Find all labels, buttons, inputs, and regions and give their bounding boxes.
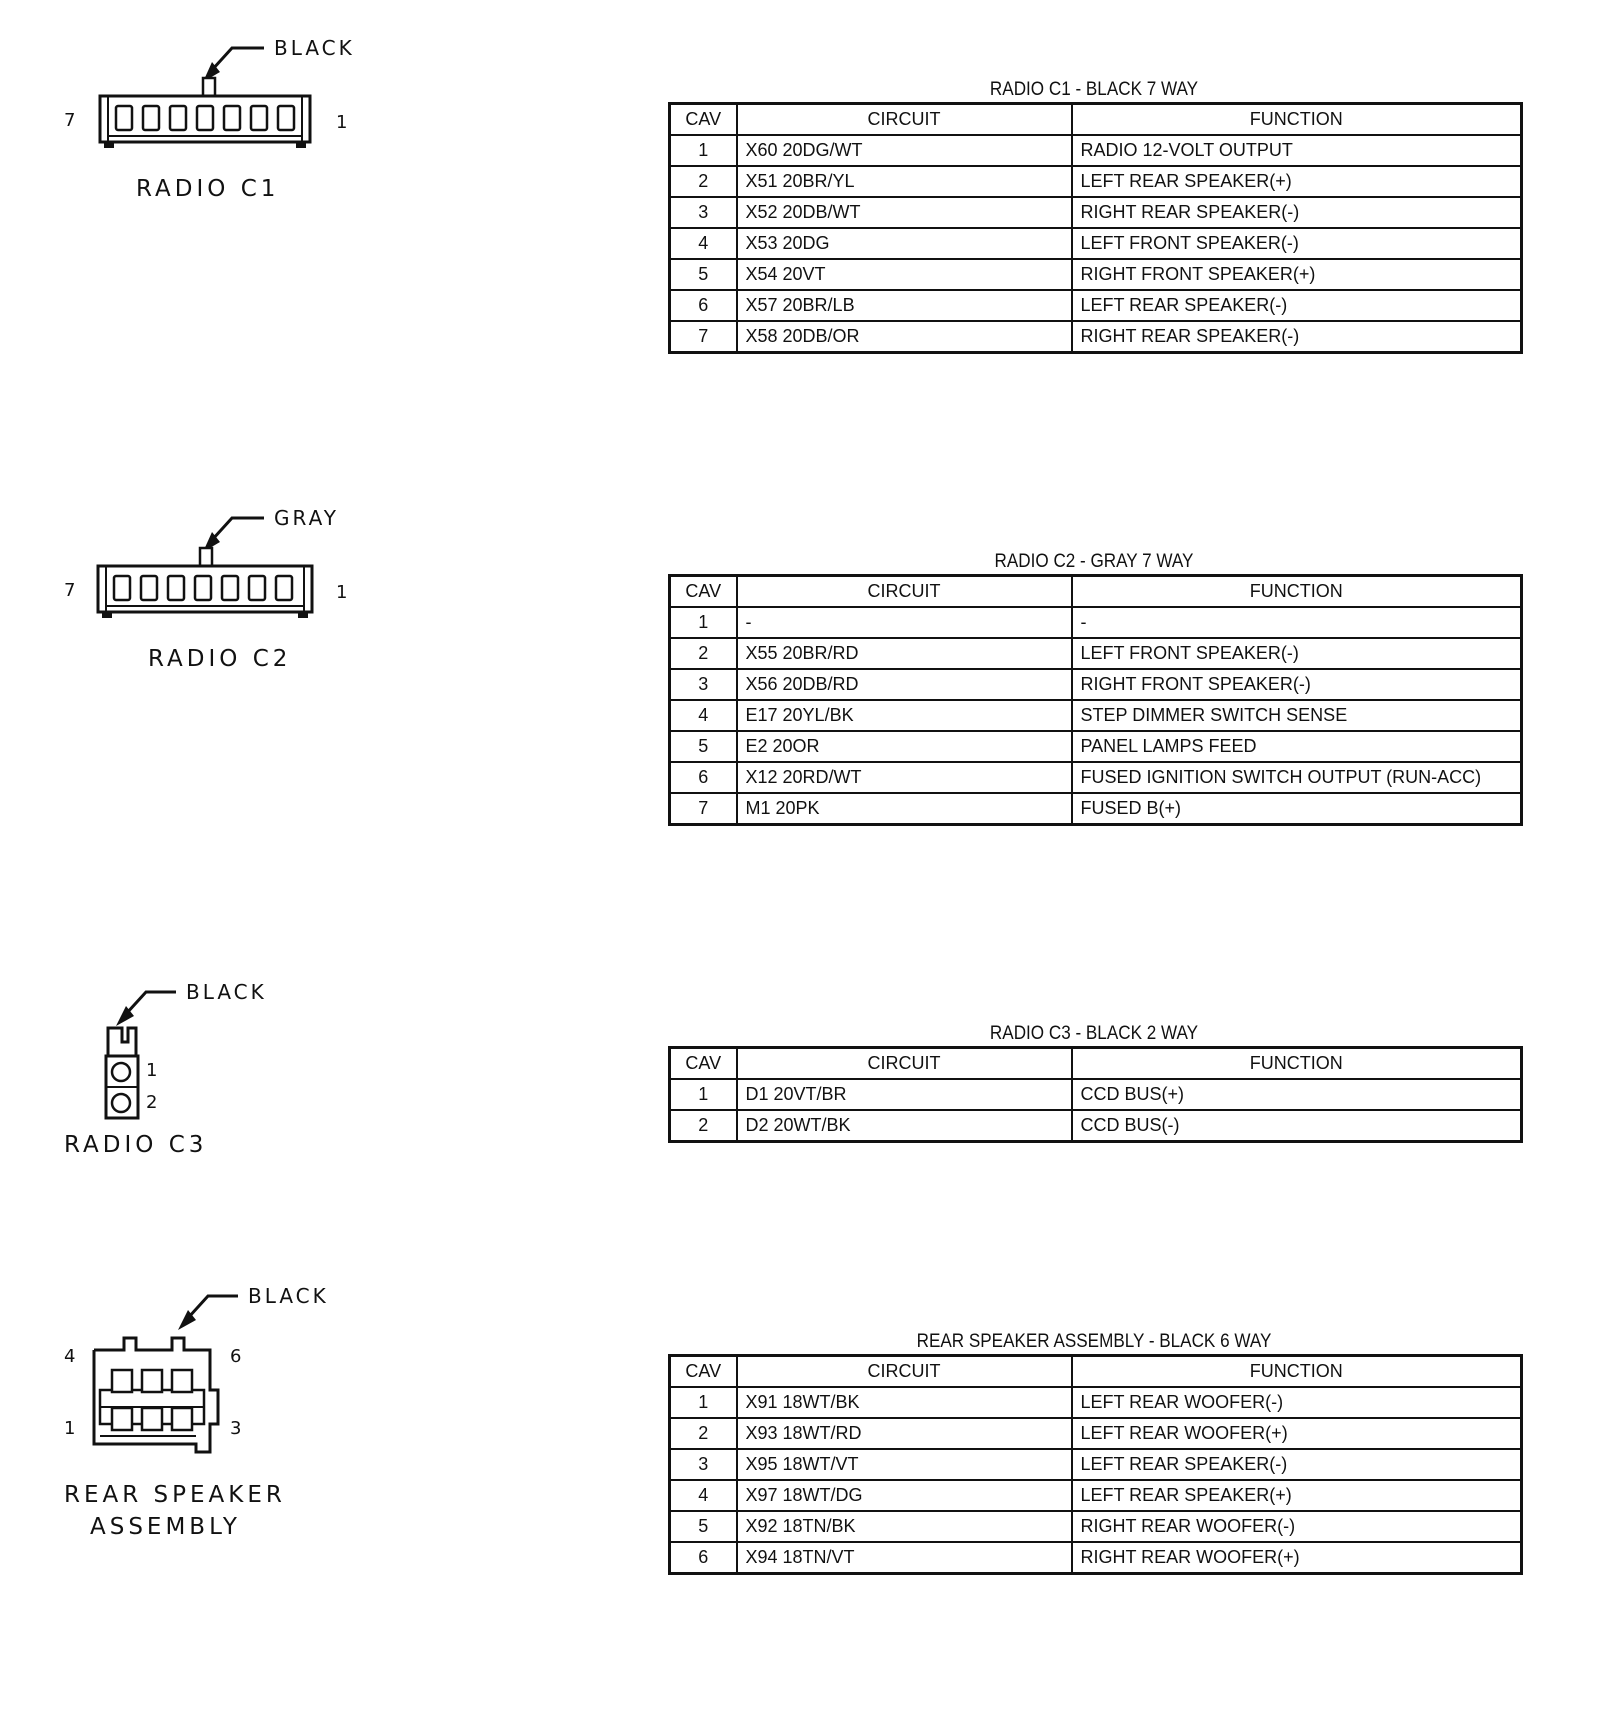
- cell-function: FUSED IGNITION SWITCH OUTPUT (RUN-ACC): [1072, 762, 1522, 793]
- cell-circuit: X93 18WT/RD: [737, 1418, 1072, 1449]
- table-row: [670, 321, 1522, 353]
- table-header-row: [670, 576, 1522, 608]
- cell-function: LEFT FRONT SPEAKER(-): [1072, 228, 1522, 259]
- header-circuit: CIRCUIT: [737, 1048, 1072, 1080]
- cell-cav: 4: [670, 700, 737, 731]
- header-function: FUNCTION: [1072, 1356, 1522, 1388]
- cell-circuit: X52 20DB/WT: [737, 197, 1072, 228]
- cell-cav: 3: [670, 197, 737, 228]
- cell-cav: 3: [670, 669, 737, 700]
- cell-circuit: X95 18WT/VT: [737, 1449, 1072, 1480]
- table-row: [670, 638, 1522, 669]
- cell-function: LEFT REAR SPEAKER(-): [1072, 290, 1522, 321]
- header-cav: CAV: [670, 1356, 737, 1388]
- cell-function: FUSED B(+): [1072, 793, 1522, 825]
- cell-cav: 1: [670, 607, 737, 638]
- header-function: FUNCTION: [1072, 104, 1522, 136]
- connector-radio-c1: [0, 0, 660, 260]
- table-row: [670, 731, 1522, 762]
- table-rear-speaker-assembly: [668, 1330, 1520, 1575]
- table-row: [670, 793, 1522, 825]
- header-cav: CAV: [670, 104, 737, 136]
- table-radio-c1: [668, 78, 1520, 354]
- table-title: RADIO C3 - BLACK 2 WAY: [989, 1023, 1199, 1044]
- cell-function: STEP DIMMER SWITCH SENSE: [1072, 700, 1522, 731]
- cell-cav: 1: [670, 1079, 737, 1110]
- cell-function: LEFT REAR WOOFER(-): [1072, 1387, 1522, 1418]
- table-radio-c3: [668, 1022, 1520, 1143]
- pinout-table: [668, 102, 1523, 354]
- cell-circuit: -: [737, 607, 1072, 638]
- header-circuit: CIRCUIT: [737, 104, 1072, 136]
- table-radio-c2: [668, 550, 1520, 826]
- cell-circuit: E17 20YL/BK: [737, 700, 1072, 731]
- header-function: FUNCTION: [1072, 576, 1522, 608]
- table-row: [670, 166, 1522, 197]
- cell-circuit: X60 20DG/WT: [737, 135, 1072, 166]
- connector-rear-speaker-assembly: [0, 1280, 660, 1550]
- cell-cav: 2: [670, 1418, 737, 1449]
- cell-cav: 3: [670, 1449, 737, 1480]
- cell-circuit: X91 18WT/BK: [737, 1387, 1072, 1418]
- cell-cav: 1: [670, 1387, 737, 1418]
- table-row: [670, 197, 1522, 228]
- cell-circuit: D2 20WT/BK: [737, 1110, 1072, 1142]
- cell-function: -: [1072, 607, 1522, 638]
- table-row: [670, 762, 1522, 793]
- cell-function: CCD BUS(-): [1072, 1110, 1522, 1142]
- table-row: [670, 1387, 1522, 1418]
- rear-speaker-pin-4-label: 4: [64, 1346, 76, 1367]
- radio-c1-label: RADIO C1: [136, 176, 280, 202]
- table-title: REAR SPEAKER ASSEMBLY - BLACK 6 WAY: [916, 1331, 1272, 1352]
- table-row: [670, 259, 1522, 290]
- cell-cav: 6: [670, 1542, 737, 1574]
- table-row: [670, 1542, 1522, 1574]
- cell-circuit: X58 20DB/OR: [737, 321, 1072, 353]
- cell-function: RIGHT REAR WOOFER(-): [1072, 1511, 1522, 1542]
- cell-circuit: X54 20VT: [737, 259, 1072, 290]
- cell-function: PANEL LAMPS FEED: [1072, 731, 1522, 762]
- radio-c1-color-tag: BLACK: [274, 36, 355, 60]
- radio-c1-pin-7-label: 7: [64, 110, 76, 131]
- table-row: [670, 669, 1522, 700]
- rear-speaker-pin-1-label: 1: [64, 1418, 76, 1439]
- cell-circuit: X92 18TN/BK: [737, 1511, 1072, 1542]
- table-row: [670, 228, 1522, 259]
- header-circuit: CIRCUIT: [737, 576, 1072, 608]
- cell-circuit: M1 20PK: [737, 793, 1072, 825]
- cell-cav: 5: [670, 1511, 737, 1542]
- table-row: [670, 1511, 1522, 1542]
- table-header-row: [670, 1356, 1522, 1388]
- cell-circuit: X12 20RD/WT: [737, 762, 1072, 793]
- header-cav: CAV: [670, 1048, 737, 1080]
- pinout-table: [668, 1354, 1523, 1575]
- rear-speaker-pin-3-label: 3: [230, 1418, 242, 1439]
- cell-cav: 2: [670, 638, 737, 669]
- cell-cav: 2: [670, 166, 737, 197]
- cell-circuit: X97 18WT/DG: [737, 1480, 1072, 1511]
- cell-cav: 4: [670, 1480, 737, 1511]
- radio-c1-pin-1-label: 1: [336, 112, 348, 133]
- cell-cav: 6: [670, 762, 737, 793]
- cell-circuit: X53 20DG: [737, 228, 1072, 259]
- table-row: [670, 1110, 1522, 1142]
- radio-c2-pin-7-label: 7: [64, 580, 76, 601]
- cell-circuit: X56 20DB/RD: [737, 669, 1072, 700]
- cell-cav: 5: [670, 259, 737, 290]
- cell-function: LEFT REAR SPEAKER(+): [1072, 1480, 1522, 1511]
- rear-speaker-pin-6-label: 6: [230, 1346, 242, 1367]
- radio-c3-color-tag: BLACK: [186, 980, 267, 1004]
- radio-c2-label: RADIO C2: [148, 646, 292, 672]
- cell-function: LEFT REAR SPEAKER(+): [1072, 166, 1522, 197]
- table-row: [670, 700, 1522, 731]
- cell-function: LEFT REAR SPEAKER(-): [1072, 1449, 1522, 1480]
- radio-c2-color-tag: GRAY: [274, 506, 339, 530]
- radio-c3-label: RADIO C3: [64, 1132, 208, 1158]
- header-function: FUNCTION: [1072, 1048, 1522, 1080]
- table-title: RADIO C1 - BLACK 7 WAY: [989, 79, 1199, 100]
- table-row: [670, 1480, 1522, 1511]
- header-circuit: CIRCUIT: [737, 1356, 1072, 1388]
- radio-c2-pin-1-label: 1: [336, 582, 348, 603]
- cell-function: RIGHT FRONT SPEAKER(-): [1072, 669, 1522, 700]
- cell-cav: 6: [670, 290, 737, 321]
- cell-cav: 5: [670, 731, 737, 762]
- table-row: [670, 1449, 1522, 1480]
- table-row: [670, 1079, 1522, 1110]
- connector-radio-c3: [0, 960, 660, 1180]
- radio-c3-pin-2-label: 2: [146, 1092, 158, 1113]
- table-row: [670, 290, 1522, 321]
- cell-cav: 1: [670, 135, 737, 166]
- cell-circuit: X55 20BR/RD: [737, 638, 1072, 669]
- rear-speaker-connector-drawing: [0, 1280, 660, 1550]
- pinout-table: [668, 1046, 1523, 1143]
- header-cav: CAV: [670, 576, 737, 608]
- cell-function: CCD BUS(+): [1072, 1079, 1522, 1110]
- table-row: [670, 607, 1522, 638]
- cell-cav: 4: [670, 228, 737, 259]
- rear-speaker-label-line2: ASSEMBLY: [90, 1514, 241, 1540]
- table-header-row: [670, 1048, 1522, 1080]
- table-row: [670, 1418, 1522, 1449]
- radio-c3-pin-1-label: 1: [146, 1060, 158, 1081]
- table-header-row: [670, 104, 1522, 136]
- rear-speaker-color-tag: BLACK: [248, 1284, 329, 1308]
- table-row: [670, 135, 1522, 166]
- cell-function: LEFT REAR WOOFER(+): [1072, 1418, 1522, 1449]
- cell-circuit: D1 20VT/BR: [737, 1079, 1072, 1110]
- cell-function: RIGHT REAR SPEAKER(-): [1072, 197, 1522, 228]
- cell-cav: 7: [670, 793, 737, 825]
- connector-radio-c2: [0, 470, 660, 730]
- pinout-table: [668, 574, 1523, 826]
- cell-function: RIGHT FRONT SPEAKER(+): [1072, 259, 1522, 290]
- cell-circuit: E2 20OR: [737, 731, 1072, 762]
- cell-function: RIGHT REAR WOOFER(+): [1072, 1542, 1522, 1574]
- cell-function: LEFT FRONT SPEAKER(-): [1072, 638, 1522, 669]
- table-title: RADIO C2 - GRAY 7 WAY: [994, 551, 1194, 572]
- cell-circuit: X57 20BR/LB: [737, 290, 1072, 321]
- cell-cav: 7: [670, 321, 737, 353]
- cell-circuit: X51 20BR/YL: [737, 166, 1072, 197]
- cell-function: RIGHT REAR SPEAKER(-): [1072, 321, 1522, 353]
- cell-cav: 2: [670, 1110, 737, 1142]
- rear-speaker-label-line1: REAR SPEAKER: [64, 1482, 286, 1508]
- cell-function: RADIO 12-VOLT OUTPUT: [1072, 135, 1522, 166]
- cell-circuit: X94 18TN/VT: [737, 1542, 1072, 1574]
